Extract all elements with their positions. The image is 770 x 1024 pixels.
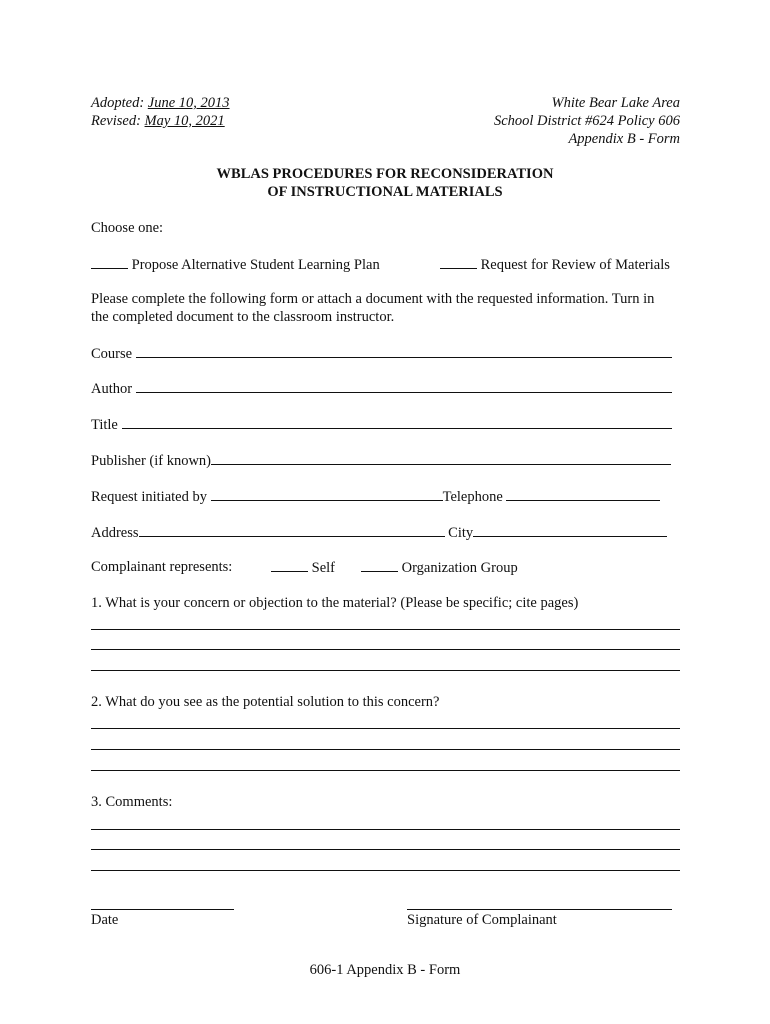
revised-line — [91, 113, 225, 130]
answer-3-line-2[interactable] — [91, 849, 680, 850]
answer-2-line-3[interactable] — [91, 770, 680, 771]
revised-label: Revised: — [91, 113, 141, 129]
page-footer: 606-1 Appendix B - Form — [309, 962, 461, 978]
title-label: Title — [91, 417, 118, 433]
answer-2-line-1[interactable] — [91, 728, 680, 729]
address-field — [91, 524, 667, 542]
option-organization-group-blank[interactable] — [361, 559, 398, 572]
course-input-line[interactable] — [136, 345, 672, 358]
complainant-represents-label: Complainant represents: — [91, 559, 233, 575]
option-alternative-plan-label: Propose Alternative Student Learning Plan — [131, 257, 380, 273]
signature-label: Signature of Complainant — [407, 912, 557, 928]
publisher-label: Publisher (if known) — [91, 453, 212, 469]
publisher-input-line[interactable] — [211, 452, 671, 465]
question-1: 1. What is your concern or objection to the material? (Please be specific; cite pages) — [91, 595, 579, 611]
document-title-line-2: OF INSTRUCTIONAL MATERIALS — [267, 184, 503, 200]
address-label: Address — [91, 525, 139, 541]
option-self-blank[interactable] — [271, 559, 308, 572]
adopted-label: Adopted: — [91, 95, 145, 111]
district-line-3: Appendix B - Form — [568, 131, 680, 147]
date-input-line[interactable] — [91, 909, 234, 910]
author-label: Author — [91, 381, 133, 397]
option-self[interactable] — [271, 559, 335, 577]
answer-3-line-1[interactable] — [91, 829, 680, 830]
option-review-materials-blank[interactable] — [440, 256, 477, 269]
answer-1-line-3[interactable] — [91, 670, 680, 671]
telephone-label: Telephone — [442, 489, 503, 505]
choose-one-label: Choose one: — [91, 220, 164, 236]
author-field — [91, 380, 672, 398]
answer-3-line-3[interactable] — [91, 870, 680, 871]
option-alternative-plan-blank[interactable] — [91, 256, 128, 269]
title-input-line[interactable] — [122, 416, 672, 429]
title-field — [91, 416, 672, 434]
question-3: 3. Comments: — [91, 794, 173, 810]
publisher-field — [91, 452, 671, 470]
option-review-materials[interactable] — [440, 256, 670, 274]
option-organization-group[interactable] — [361, 559, 518, 577]
answer-1-line-2[interactable] — [91, 649, 680, 650]
document-title-line-1: WBLAS PROCEDURES FOR RECONSIDERATION — [216, 166, 554, 182]
district-line-2: School District #624 Policy 606 — [493, 113, 680, 129]
district-line-1: White Bear Lake Area — [551, 95, 680, 111]
option-review-materials-label: Request for Review of Materials — [480, 257, 670, 273]
course-label: Course — [91, 346, 133, 362]
revised-date: May 10, 2021 — [144, 113, 225, 129]
question-2: 2. What do you see as the potential solution to this concern? — [91, 694, 440, 710]
city-input-line[interactable] — [473, 524, 667, 537]
author-input-line[interactable] — [136, 380, 672, 393]
city-label: City — [448, 525, 474, 541]
request-initiated-input-line[interactable] — [211, 488, 443, 501]
answer-1-line-1[interactable] — [91, 629, 680, 630]
request-initiated-label: Request initiated by — [91, 489, 207, 505]
course-field — [91, 345, 672, 363]
signature-input-line[interactable] — [407, 909, 672, 910]
option-organization-group-label: Organization Group — [401, 560, 518, 576]
address-input-line[interactable] — [139, 524, 445, 537]
telephone-input-line[interactable] — [506, 488, 660, 501]
date-label: Date — [91, 912, 119, 928]
adopted-line — [91, 95, 230, 112]
adopted-date: June 10, 2013 — [147, 95, 230, 111]
instructions-line-1: Please complete the following form or attach a document with the requested information. Turn in — [91, 291, 655, 307]
answer-2-line-2[interactable] — [91, 749, 680, 750]
instructions-line-2: the completed document to the classroom instructor. — [91, 309, 395, 325]
option-self-label: Self — [311, 560, 335, 576]
request-initiated-field — [91, 488, 660, 506]
option-alternative-plan[interactable] — [91, 256, 380, 274]
